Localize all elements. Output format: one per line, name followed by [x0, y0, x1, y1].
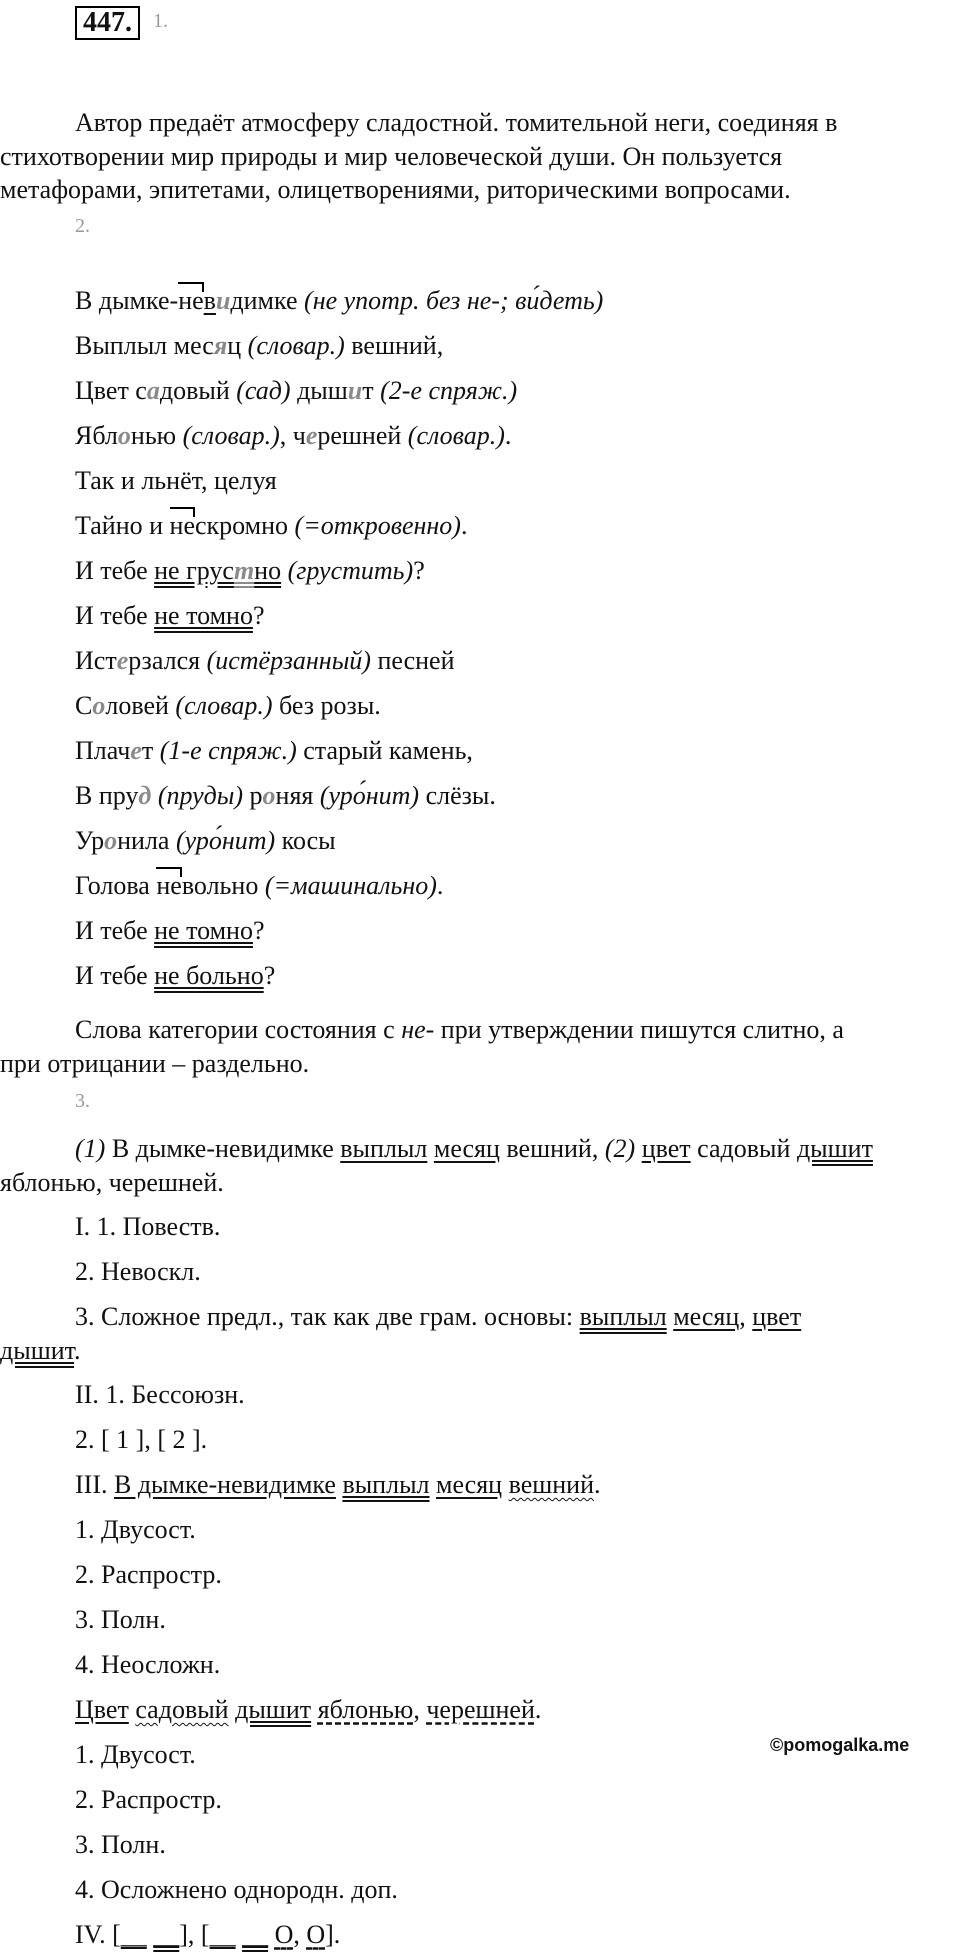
text: С	[75, 691, 93, 720]
text: (2)	[604, 1134, 636, 1163]
poem-line-8	[75, 599, 960, 633]
vowel-highlight: д	[138, 781, 152, 810]
text: вольно	[181, 871, 265, 900]
note: (словар.)	[247, 331, 345, 360]
text: скромно	[195, 511, 295, 540]
poem-line-4	[75, 419, 960, 453]
vowel-highlight: о	[117, 421, 131, 450]
vowel-highlight: о	[262, 781, 276, 810]
prefix-mark: не	[170, 509, 195, 543]
poem-line-3	[75, 374, 960, 408]
part1-line-2: стихотворении мир природы и мир человеческой души. Он пользуется	[0, 142, 783, 171]
predicate: выплыл	[579, 1302, 667, 1331]
watermark: ©pomogalka.me	[770, 1735, 910, 1755]
analysis-i-3-cont	[0, 1334, 960, 1368]
text: .	[74, 1336, 81, 1365]
predicate: выплыл	[342, 1470, 430, 1499]
predicate: дышит	[0, 1336, 75, 1365]
text: вешний,	[499, 1134, 605, 1163]
note: (2-е спряж.)	[380, 376, 518, 405]
text: Тайно и	[75, 511, 170, 540]
text: ?	[252, 601, 265, 630]
analysis-b-3: 3. Полн.	[75, 1830, 166, 1859]
text: Выплыл мес	[75, 331, 214, 360]
subject: месяц	[673, 1302, 740, 1331]
text: ,	[413, 1695, 427, 1724]
text: .	[594, 1470, 601, 1499]
text: Ист	[75, 646, 117, 675]
underlined-text: не грус	[154, 556, 234, 585]
exercise-number: 447.	[75, 6, 140, 40]
text: старый камень,	[296, 736, 473, 765]
text: III.	[75, 1470, 114, 1499]
text: садовый	[690, 1134, 797, 1163]
analysis-a-4: 4. Неосложн.	[75, 1650, 221, 1679]
vowel-highlight: о	[92, 691, 106, 720]
analysis-i-1: I. 1. Повеств.	[75, 1212, 221, 1241]
poem-line-10	[75, 689, 960, 723]
scheme-iv	[75, 1918, 960, 1952]
analysis-ii-2: 2. [ 1 ], [ 2 ].	[75, 1425, 208, 1454]
text: нью	[130, 421, 183, 450]
text: ?	[413, 556, 425, 585]
attribute: садовый	[135, 1695, 229, 1724]
object: яблонью	[317, 1695, 414, 1724]
text: слёзы.	[419, 781, 496, 810]
subject: Цвет	[75, 1695, 129, 1724]
text: няя	[275, 781, 320, 810]
poem-line-1	[75, 284, 960, 318]
vowel-highlight: и	[347, 376, 363, 405]
analysis-b-1: 1. Двусост.	[75, 1740, 196, 1769]
poem-line-12	[75, 779, 960, 813]
vowel-highlight: т	[233, 556, 255, 585]
text: Ябл	[75, 421, 118, 450]
text: нила	[117, 826, 176, 855]
scheme-object: O	[306, 1920, 326, 1949]
analysis-a-1: 1. Двусост.	[75, 1515, 196, 1544]
text: ,	[293, 1920, 307, 1949]
poem-line-15	[75, 914, 960, 948]
sentence-line-2: яблонью, черешней.	[0, 1168, 224, 1197]
text: довый	[159, 376, 237, 405]
analysis-b-4: 4. Осложнено однородн. доп.	[75, 1875, 398, 1904]
text: 3. Сложное предл., так как две грам. основы:	[75, 1302, 580, 1331]
text: В дымке-	[75, 286, 179, 315]
note: (1-е спряж.)	[159, 736, 297, 765]
text: В пру	[75, 781, 139, 810]
scheme-subject: __	[209, 1920, 236, 1949]
analysis-i-2: 2. Невоскл.	[75, 1257, 201, 1286]
note: (словар.)	[407, 421, 505, 450]
text: .	[504, 421, 512, 450]
part-3-label: 3.	[75, 1090, 90, 1112]
text: песней	[370, 646, 455, 675]
note: (=машинально)	[264, 871, 437, 900]
scheme-object: O	[274, 1920, 294, 1949]
subject: месяц	[436, 1470, 503, 1499]
text: решней	[317, 421, 408, 450]
text: IV. [	[75, 1920, 121, 1949]
text: ], [	[179, 1920, 210, 1949]
poem-line-6	[75, 509, 960, 543]
scheme-predicate: __	[153, 1920, 180, 1949]
vowel-highlight: е	[130, 736, 142, 765]
vowel-highlight: е	[305, 421, 318, 450]
text: .	[534, 1695, 542, 1724]
text: ?	[263, 961, 276, 990]
poem-line-2	[75, 329, 960, 363]
text: В дымке-невидимке	[105, 1134, 341, 1163]
analysis-a-3: 3. Полн.	[75, 1605, 166, 1634]
text: т	[141, 736, 160, 765]
analysis-iii	[75, 1468, 960, 1502]
poem-line-13	[75, 824, 960, 858]
text: ц	[227, 331, 248, 360]
text: ?	[252, 916, 265, 945]
note: (пруды)	[151, 781, 244, 810]
rule-line-2: при отрицании – раздельно.	[0, 1049, 310, 1078]
underlined-text: не больно	[154, 961, 264, 990]
analysis-a-2: 2. Распростр.	[75, 1560, 222, 1589]
text: Слова категории состояния с	[75, 1015, 402, 1044]
vowel-highlight: а	[146, 376, 160, 405]
poem-line-16	[75, 959, 960, 993]
text: без розы.	[272, 691, 381, 720]
text: не-	[401, 1015, 435, 1044]
predicate: дышит	[796, 1134, 873, 1163]
subject: цвет	[641, 1134, 691, 1163]
text: р	[243, 781, 263, 810]
vowel-highlight: о	[104, 826, 118, 855]
poem-line-7	[75, 554, 960, 588]
adverbial: В дымке-невидимке	[113, 1470, 336, 1499]
part1-line-1: Автор предаёт атмосферу сладостной. томительной неги, соединяя в	[75, 108, 838, 137]
prefix-mark: не	[178, 284, 203, 318]
underlined-text: но	[254, 556, 282, 585]
scheme-predicate: __	[242, 1920, 269, 1949]
text: .	[460, 511, 468, 540]
text: Цвет с	[75, 376, 147, 405]
note: (грустить)	[281, 556, 414, 585]
poem-line-9	[75, 644, 960, 678]
text: (1)	[75, 1134, 106, 1163]
predicate: выплыл	[340, 1134, 428, 1163]
vowel-highlight: и	[215, 286, 231, 315]
text: в	[203, 286, 216, 315]
analysis-i-3	[75, 1300, 960, 1334]
text: И тебе	[75, 961, 155, 990]
prefix-mark: не	[156, 869, 181, 903]
text: ,	[739, 1302, 753, 1331]
part-2-label: 2.	[75, 215, 90, 237]
text: вешний,	[344, 331, 444, 360]
analysis-b-2: 2. Распростр.	[75, 1785, 222, 1814]
text: косы	[275, 826, 336, 855]
attribute: вешний	[508, 1470, 595, 1499]
text: Ур	[75, 826, 105, 855]
predicate: дышит	[235, 1695, 312, 1724]
scheme-subject: __	[120, 1920, 147, 1949]
note: (=откровенно)	[294, 511, 461, 540]
note: (уро́нит)	[175, 826, 276, 855]
text: И тебе	[75, 556, 155, 585]
subject: цвет	[752, 1302, 802, 1331]
note: (сад)	[236, 376, 291, 405]
text: ].	[325, 1920, 341, 1949]
text: И тебе	[75, 916, 155, 945]
vowel-highlight: я	[213, 331, 228, 360]
text: .	[436, 871, 444, 900]
note: (не употр. без не-; ви́деть)	[304, 286, 604, 315]
text: дыш	[290, 376, 348, 405]
note: (словар.)	[175, 691, 273, 720]
poem-line-14	[75, 869, 960, 903]
text: , ч	[279, 421, 306, 450]
sentence-b	[75, 1693, 960, 1727]
part-1-label: 1.	[153, 10, 168, 32]
analysis-ii-1: II. 1. Бессоюзн.	[75, 1380, 245, 1409]
poem-line-5: Так и льнёт, целуя	[75, 466, 277, 495]
text: Плач	[75, 736, 131, 765]
text: Голова	[75, 871, 157, 900]
underlined-text: не томно	[154, 916, 253, 945]
underlined-text: не томно	[154, 601, 253, 630]
text: И тебе	[75, 601, 155, 630]
note: (словар.)	[182, 421, 280, 450]
note: (истёрзанный)	[206, 646, 371, 675]
text: рзался	[128, 646, 207, 675]
object: черешней	[426, 1695, 535, 1724]
poem-line-11	[75, 734, 960, 768]
text: при утверждении пишутся слитно, а	[434, 1015, 844, 1044]
text: димке	[230, 286, 305, 315]
text: т	[362, 376, 381, 405]
part1-line-3: метафорами, эпитетами, олицетворениями, риторическими вопросами.	[0, 175, 791, 204]
rule-line-1	[75, 1013, 960, 1047]
vowel-highlight: е	[116, 646, 129, 675]
text: ловей	[105, 691, 176, 720]
sentence-line-1	[75, 1132, 960, 1166]
subject: месяц	[433, 1134, 500, 1163]
note: (уро́нит)	[319, 781, 420, 810]
